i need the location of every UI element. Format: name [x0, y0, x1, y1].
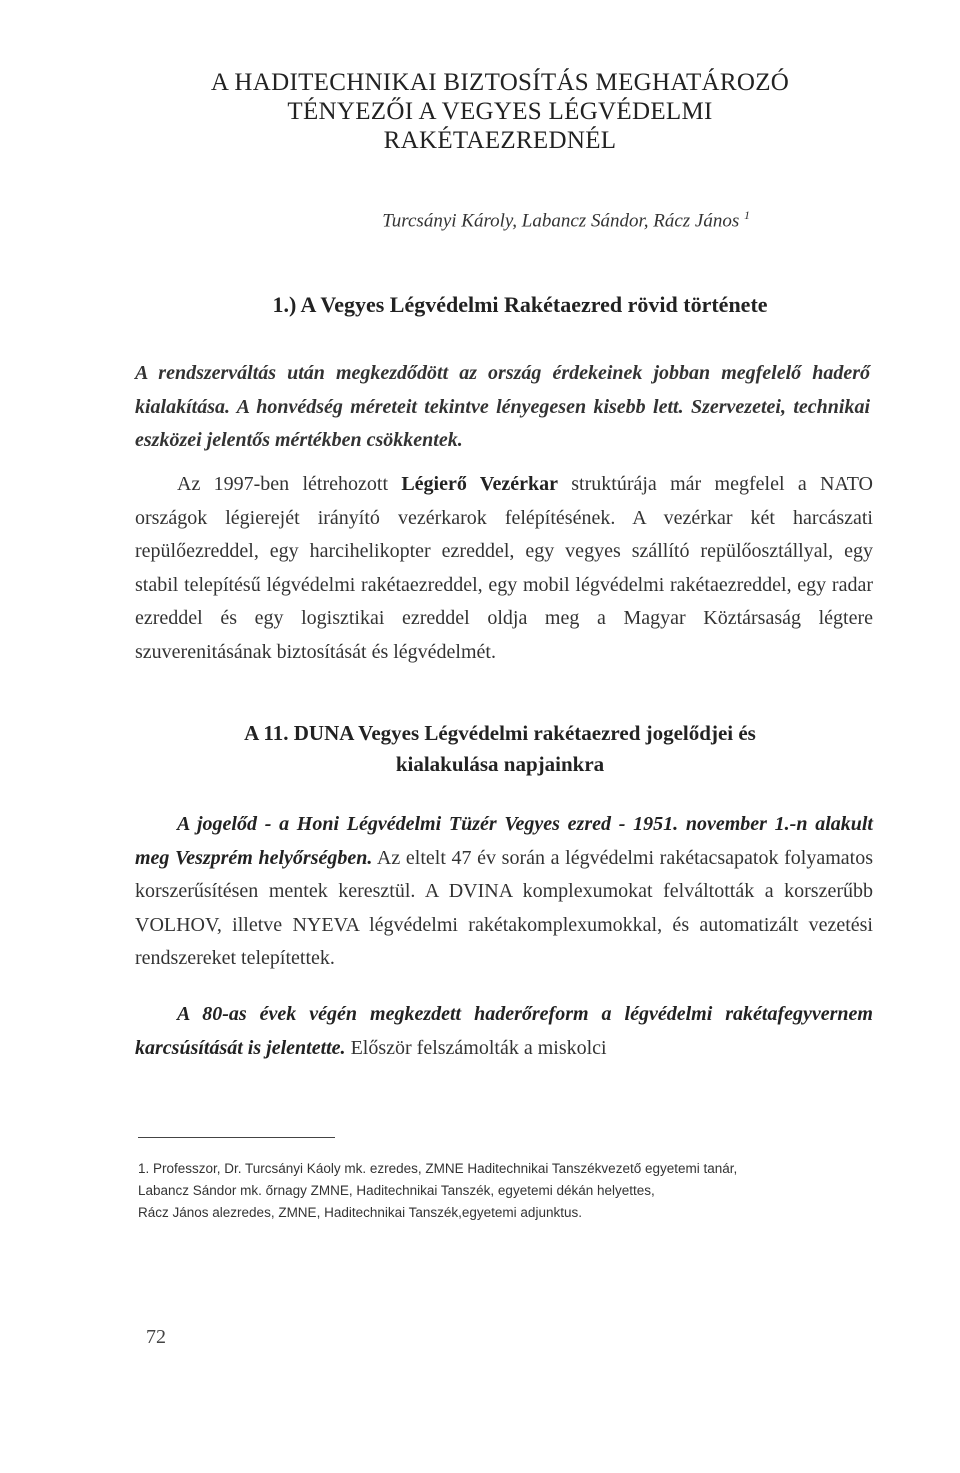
subheading-line-2: kialakulása napjainkra	[395, 752, 605, 776]
paragraph-3-emphasis: A 80-as évek végén megkezdett haderőreform a légvédelmi rakétafegyvernem karcsúsítását is jelentette.	[135, 1003, 873, 1059]
article-title	[150, 68, 850, 155]
title-line-3: RAKÉTAEZREDNÉL	[383, 127, 617, 154]
paragraph-3-text: Először felszámolták a miskolci	[345, 1036, 607, 1059]
intro-paragraph: A rendszerváltás után megkezdődött az ország érdekeinek jobban megfelelő haderő kialakítása. A honvédség méreteit tekintve lényegesen kisebb lett. Szervezetei, technikai eszközei jelentős mértékben csökkentek.	[135, 362, 870, 451]
footnote-line-3: Rácz János alezredes, ZMNE, Haditechnikai Tanszék,egyetemi adjunktus.	[138, 1205, 582, 1220]
footnote	[138, 1158, 878, 1224]
subheading	[160, 718, 840, 780]
footnote-line-1: 1. Professzor, Dr. Turcsányi Káoly mk. ezredes, ZMNE Haditechnikai Tanszékvezető egyetemi tanár,	[138, 1161, 738, 1176]
author-names: Turcsányi Károly, Labancz Sándor, Rácz János	[382, 210, 740, 232]
title-line-2: TÉNYEZŐI A VEGYES LÉGVÉDELMI	[287, 98, 713, 125]
paragraph-1-text-end: struktúrája már megfelel a NATO országok légierejét irányító vezérkarok felépítésének. A vezérkar két harcászati repülőezreddel, egy harcihelikopter ezreddel, egy vegyes szállító repülőosztállyal, egy stabil telepítésű légvédelmi rakétaezreddel, egy mobil légvédelmi rakétaezreddel, egy radar ezreddel és egy logisztikai ezreddel oldja meg a Magyar Köztársaság légtere szuverenitásának biztosítását és légvédelmét.	[135, 473, 873, 663]
footnote-divider	[138, 1137, 335, 1138]
paragraph-1-bold: Légierő Vezérkar	[401, 473, 558, 495]
author-footnote-mark: 1	[744, 208, 750, 222]
subheading-line-1: A 11. DUNA Vegyes Légvédelmi rakétaezred jogelődjei és	[244, 721, 756, 745]
section-heading: 1.) A Vegyes Légvédelmi Rakétaezred rövid története	[272, 292, 768, 317]
paragraph-1	[135, 468, 873, 669]
author-line	[180, 208, 750, 232]
paragraph-1-text-start: Az 1997-ben létrehozott	[177, 473, 402, 495]
paragraph-2	[135, 808, 873, 976]
title-line-1: A HADITECHNIKAI BIZTOSÍTÁS MEGHATÁROZÓ	[210, 69, 790, 96]
paragraph-2-text: Az eltelt 47 év során a légvédelmi rakétacsapatok folyamatos korszerűsítésen mentek keresztül. A DVINA komplexumokat felváltották a korszerűbb VOLHOV, illetve NYEVA légvédelmi rakétakomplexumokkal, és automatizált vezetési rendszereket telepítettek.	[135, 846, 873, 969]
paragraph-3	[135, 998, 873, 1065]
footnote-line-2: Labancz Sándor mk. őrnagy ZMNE, Haditechnikai Tanszék, egyetemi dékán helyettes,	[138, 1183, 655, 1198]
paragraph-2-emphasis: A jogelőd - a Honi Légvédelmi Tüzér Vegyes ezred - 1951. november 1.-n alakult meg Veszprém helyőrségben.	[135, 813, 873, 869]
page-number: 72	[146, 1326, 166, 1348]
